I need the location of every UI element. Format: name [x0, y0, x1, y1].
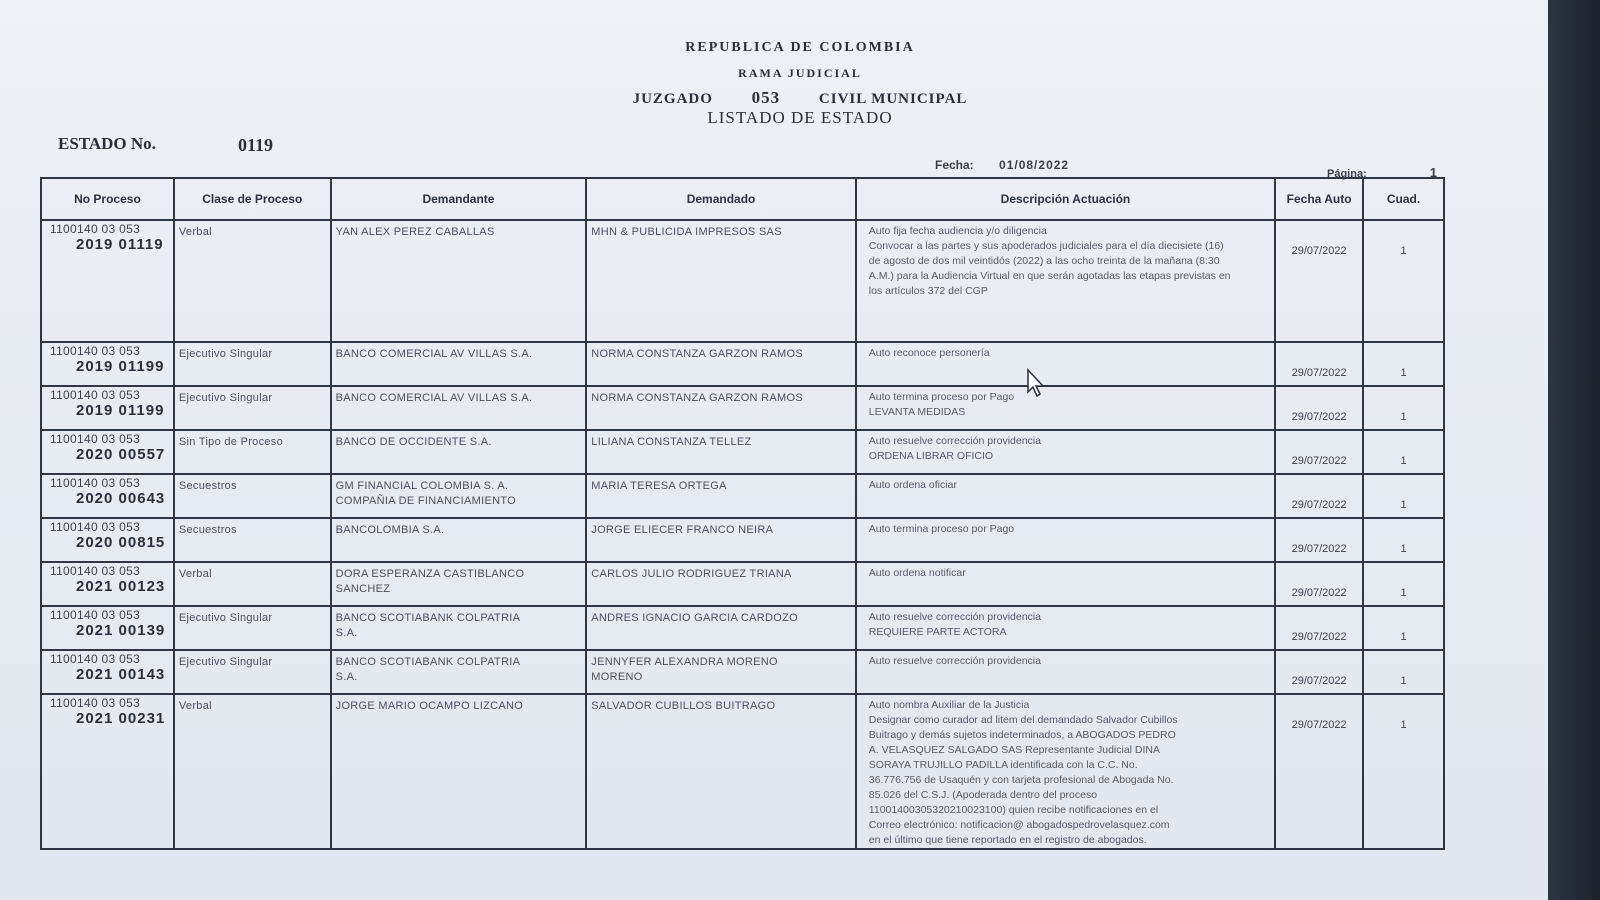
clase-text: Secuestros [178, 480, 237, 492]
proceso-number [42, 431, 173, 463]
proceso-court-code: 1100140 03 053 [50, 520, 141, 534]
fecha-auto-text: 29/07/2022 [1291, 455, 1347, 467]
cell-clase [174, 474, 331, 518]
table-row [41, 342, 1444, 386]
table-row [41, 430, 1444, 474]
proceso-radicado: 2021 00123 [76, 578, 166, 595]
cell-proceso [41, 518, 174, 562]
cell-descripcion [856, 518, 1275, 562]
estado-value: 0119 [238, 135, 274, 155]
cell-fecha [1275, 518, 1363, 562]
cell-proceso [41, 474, 174, 518]
cuad-text: 1 [1400, 719, 1407, 731]
column-header: Cuad. [1363, 178, 1444, 220]
cell-cuad [1363, 650, 1444, 694]
table-row [41, 220, 1444, 342]
cuad-text: 1 [1400, 675, 1407, 687]
monitor-bezel [1548, 0, 1600, 900]
proceso-number [42, 387, 173, 419]
cell-demandado [586, 474, 856, 518]
cell-clase [174, 562, 331, 606]
fecha-auto-text: 29/07/2022 [1291, 411, 1347, 423]
cell-demandado [586, 518, 856, 562]
proceso-radicado: 2021 00139 [76, 622, 166, 639]
descripcion-text: Auto ordena notificar [868, 567, 966, 579]
cell-fecha [1275, 606, 1363, 650]
proceso-court-code: 1100140 03 053 [50, 388, 141, 402]
cell-demandante [331, 220, 587, 342]
cell-proceso [41, 342, 174, 386]
demandante-text: JORGE MARIO OCAMPO LIZCANO [335, 700, 524, 712]
fecha-auto-text: 29/07/2022 [1291, 543, 1347, 555]
cell-fecha [1275, 342, 1363, 386]
demandante-text: BANCO SCOTIABANK COLPATRIA S.A. [335, 612, 521, 639]
demandado-text: JORGE ELIECER FRANCO NEIRA [591, 524, 774, 536]
cell-clase [174, 518, 331, 562]
cuad-text: 1 [1400, 631, 1407, 643]
cuad-text: 1 [1400, 367, 1407, 379]
cell-clase [174, 220, 331, 342]
cell-clase [174, 342, 331, 386]
demandado-text: SALVADOR CUBILLOS BUITRAGO [591, 700, 776, 712]
proceso-radicado: 2021 00231 [76, 710, 166, 727]
proceso-radicado: 2019 01119 [76, 236, 164, 253]
proceso-court-code: 1100140 03 053 [50, 608, 141, 622]
demandado-text: MHN & PUBLICIDA IMPRESOS SAS [591, 226, 782, 238]
cell-demandante [331, 386, 587, 430]
cell-cuad [1363, 386, 1444, 430]
column-header: Descripción Actuación [856, 178, 1275, 220]
header-branch: RAMA JUDICIAL [738, 66, 862, 80]
clase-text: Ejecutivo Singular [178, 392, 273, 404]
cell-descripcion [856, 474, 1275, 518]
proceso-number [42, 343, 173, 375]
cell-descripcion [856, 606, 1275, 650]
cell-fecha [1275, 562, 1363, 606]
table-header-row [41, 178, 1444, 220]
cell-clase [174, 386, 331, 430]
proceso-radicado: 2019 01199 [76, 358, 165, 375]
cell-clase [174, 694, 331, 849]
cell-fecha [1275, 650, 1363, 694]
cell-proceso [41, 694, 174, 849]
table-row [41, 474, 1444, 518]
proceso-radicado: 2020 00815 [76, 534, 166, 551]
fecha-auto-text: 29/07/2022 [1291, 245, 1347, 257]
cell-cuad [1363, 474, 1444, 518]
proceso-court-code: 1100140 03 053 [50, 564, 141, 578]
cell-demandado [586, 430, 856, 474]
header-country: REPUBLICA DE COLOMBIA [685, 40, 915, 55]
proceso-number [42, 563, 173, 595]
descripcion-text: Auto nombra Auxiliar de la Justicia Designar como curador ad litem del demandado Salvador Cubillos Buitrago y demás sujetos indeterminados, a ABOGADOS PEDRO A. VELASQUEZ SALGADO SAS Representante Judicial DINA SORAYA TRUJILLO PADILLA identificada con la C.C. No. 36.776.756 de Usaquén y con tarjeta profesional de Abogada No. 85.026 del C.S.J. (Apoderada dentro del proceso 11001400305320210023100) quien recibe notificaciones en el Correo electrónico: notificacion@ abogadospedrovelasquez.com en el último que tiene reportado en el registro de abogados. [868, 699, 1178, 846]
fecha-auto-text: 29/07/2022 [1291, 587, 1347, 599]
fecha-field [935, 158, 1069, 172]
fecha-auto-text: 29/07/2022 [1291, 499, 1347, 511]
cell-descripcion [856, 562, 1275, 606]
cell-demandante [331, 474, 587, 518]
cuad-text: 1 [1400, 543, 1407, 555]
column-header: Demandado [586, 178, 856, 220]
cell-demandante [331, 606, 587, 650]
cell-proceso [41, 430, 174, 474]
header-court-type: CIVIL MUNICIPAL [818, 91, 968, 107]
cuad-text: 1 [1400, 499, 1407, 511]
demandado-text: JENNYFER ALEXANDRA MORENO MORENO [591, 656, 778, 683]
cell-descripcion [856, 342, 1275, 386]
fecha-auto-text: 29/07/2022 [1291, 719, 1347, 731]
cell-demandante [331, 430, 587, 474]
demandado-text: NORMA CONSTANZA GARZON RAMOS [591, 348, 803, 360]
header-court-label: JUZGADO [632, 91, 713, 107]
descripcion-text: Auto fija fecha audiencia y/o diligencia Convocar a las partes y sus apoderados judiciales para el día diecisiete (16) de agosto de dos mil veintidós (2022) a las ocho treinta de la mañana (8:30 A.M.) para la Audiencia Virtual en que serán agotadas las etapas previstas en los artículos 372 del CGP [868, 225, 1231, 297]
cell-clase [174, 650, 331, 694]
clase-text: Verbal [178, 226, 212, 238]
header-court-number: 053 [751, 88, 781, 107]
clase-text: Sin Tipo de Proceso [178, 436, 284, 448]
cell-demandado [586, 562, 856, 606]
fecha-auto-text: 29/07/2022 [1291, 631, 1347, 643]
estado-table [40, 177, 1445, 850]
proceso-number [42, 651, 173, 683]
cell-proceso [41, 606, 174, 650]
fecha-value: 01/08/2022 [999, 158, 1070, 172]
cell-fecha [1275, 430, 1363, 474]
column-header: Demandante [331, 178, 587, 220]
mouse-pointer-icon [1026, 368, 1048, 398]
demandante-text: GM FINANCIAL COLOMBIA S. A. COMPAÑIA DE FINANCIAMIENTO [335, 480, 517, 507]
cell-demandante [331, 650, 587, 694]
demandante-text: DORA ESPERANZA CASTIBLANCO SANCHEZ [335, 568, 525, 595]
fecha-auto-text: 29/07/2022 [1291, 367, 1347, 379]
descripcion-text: Auto resuelve corrección providencia ORDENA LIBRAR OFICIO [868, 435, 1041, 462]
cell-cuad [1363, 342, 1444, 386]
cell-demandado [586, 220, 856, 342]
table-row [41, 386, 1444, 430]
descripcion-text: Auto termina proceso por Pago [868, 523, 1015, 535]
column-header: Clase de Proceso [174, 178, 331, 220]
cuad-text: 1 [1400, 455, 1407, 467]
cell-fecha [1275, 474, 1363, 518]
cell-proceso [41, 386, 174, 430]
page-label: Página: [1327, 168, 1367, 180]
cell-descripcion [856, 430, 1275, 474]
demandado-text: ANDRES IGNACIO GARCIA CARDOZO [591, 612, 799, 624]
table-row [41, 606, 1444, 650]
descripcion-text: Auto termina proceso por Pago LEVANTA MEDIDAS [868, 391, 1015, 418]
column-header: No Proceso [41, 178, 174, 220]
proceso-number [42, 695, 173, 727]
demandante-text: YAN ALEX PEREZ CABALLAS [335, 226, 495, 238]
cell-cuad [1363, 694, 1444, 849]
cell-demandado [586, 342, 856, 386]
proceso-court-code: 1100140 03 053 [50, 476, 141, 490]
cell-demandado [586, 694, 856, 849]
cell-cuad [1363, 562, 1444, 606]
cuad-text: 1 [1400, 587, 1407, 599]
fecha-auto-text: 29/07/2022 [1291, 675, 1347, 687]
proceso-court-code: 1100140 03 053 [50, 222, 141, 236]
proceso-radicado: 2021 00143 [76, 666, 166, 683]
proceso-court-code: 1100140 03 053 [50, 432, 141, 446]
cell-descripcion [856, 694, 1275, 849]
estado-number [58, 134, 274, 155]
proceso-number [42, 607, 173, 639]
clase-text: Verbal [178, 568, 212, 580]
proceso-court-code: 1100140 03 053 [50, 652, 141, 666]
cell-proceso [41, 650, 174, 694]
cell-clase [174, 430, 331, 474]
clase-text: Ejecutivo Singular [178, 348, 273, 360]
cell-descripcion [856, 220, 1275, 342]
cell-cuad [1363, 518, 1444, 562]
cell-demandado [586, 386, 856, 430]
clase-text: Ejecutivo Singular [178, 656, 273, 668]
header-listing-title: LISTADO DE ESTADO [707, 108, 893, 127]
proceso-radicado: 2020 00557 [76, 446, 166, 463]
demandante-text: BANCO COMERCIAL AV VILLAS S.A. [335, 348, 533, 360]
proceso-number [42, 475, 173, 507]
cell-demandado [586, 650, 856, 694]
table-row [41, 562, 1444, 606]
cuad-text: 1 [1400, 411, 1407, 423]
clase-text: Secuestros [178, 524, 237, 536]
proceso-court-code: 1100140 03 053 [50, 696, 141, 710]
cell-fecha [1275, 694, 1363, 849]
proceso-number [42, 519, 173, 551]
demandante-text: BANCOLOMBIA S.A. [335, 524, 445, 536]
cell-demandante [331, 694, 587, 849]
cell-fecha [1275, 386, 1363, 430]
cell-descripcion [856, 386, 1275, 430]
demandado-text: MARIA TERESA ORTEGA [591, 480, 727, 492]
cell-cuad [1363, 220, 1444, 342]
cell-cuad [1363, 606, 1444, 650]
clase-text: Ejecutivo Singular [178, 612, 273, 624]
cell-demandante [331, 562, 587, 606]
proceso-radicado: 2019 01199 [76, 402, 165, 419]
proceso-number [42, 221, 173, 253]
proceso-court-code: 1100140 03 053 [50, 344, 141, 358]
proceso-radicado: 2020 00643 [76, 490, 166, 507]
descripcion-text: Auto resuelve corrección providencia REQUIERE PARTE ACTORA [868, 611, 1041, 638]
fecha-label: Fecha: [935, 158, 974, 172]
page-value: 1 [1429, 165, 1438, 180]
descripcion-text: Auto reconoce personería [868, 347, 990, 359]
cell-demandante [331, 342, 587, 386]
clase-text: Verbal [178, 700, 212, 712]
cuad-text: 1 [1400, 245, 1407, 257]
cell-cuad [1363, 430, 1444, 474]
cell-clase [174, 606, 331, 650]
demandante-text: BANCO DE OCCIDENTE S.A. [335, 436, 492, 448]
demandado-text: NORMA CONSTANZA GARZON RAMOS [591, 392, 803, 404]
demandante-text: BANCO SCOTIABANK COLPATRIA S.A. [335, 656, 521, 683]
cell-demandante [331, 518, 587, 562]
cell-proceso [41, 220, 174, 342]
descripcion-text: Auto ordena oficiar [868, 479, 957, 491]
cell-fecha [1275, 220, 1363, 342]
cell-demandado [586, 606, 856, 650]
estado-label: ESTADO No. [58, 134, 156, 153]
demandado-text: CARLOS JULIO RODRIGUEZ TRIANA [591, 568, 792, 580]
header-court [0, 88, 1600, 108]
table-row [41, 518, 1444, 562]
cell-proceso [41, 562, 174, 606]
cell-descripcion [856, 650, 1275, 694]
column-header: Fecha Auto [1275, 178, 1363, 220]
descripcion-text: Auto resuelve corrección providencia [868, 655, 1041, 667]
table-row [41, 694, 1444, 849]
demandante-text: BANCO COMERCIAL AV VILLAS S.A. [335, 392, 533, 404]
demandado-text: LILIANA CONSTANZA TELLEZ [591, 436, 752, 448]
table-row [41, 650, 1444, 694]
